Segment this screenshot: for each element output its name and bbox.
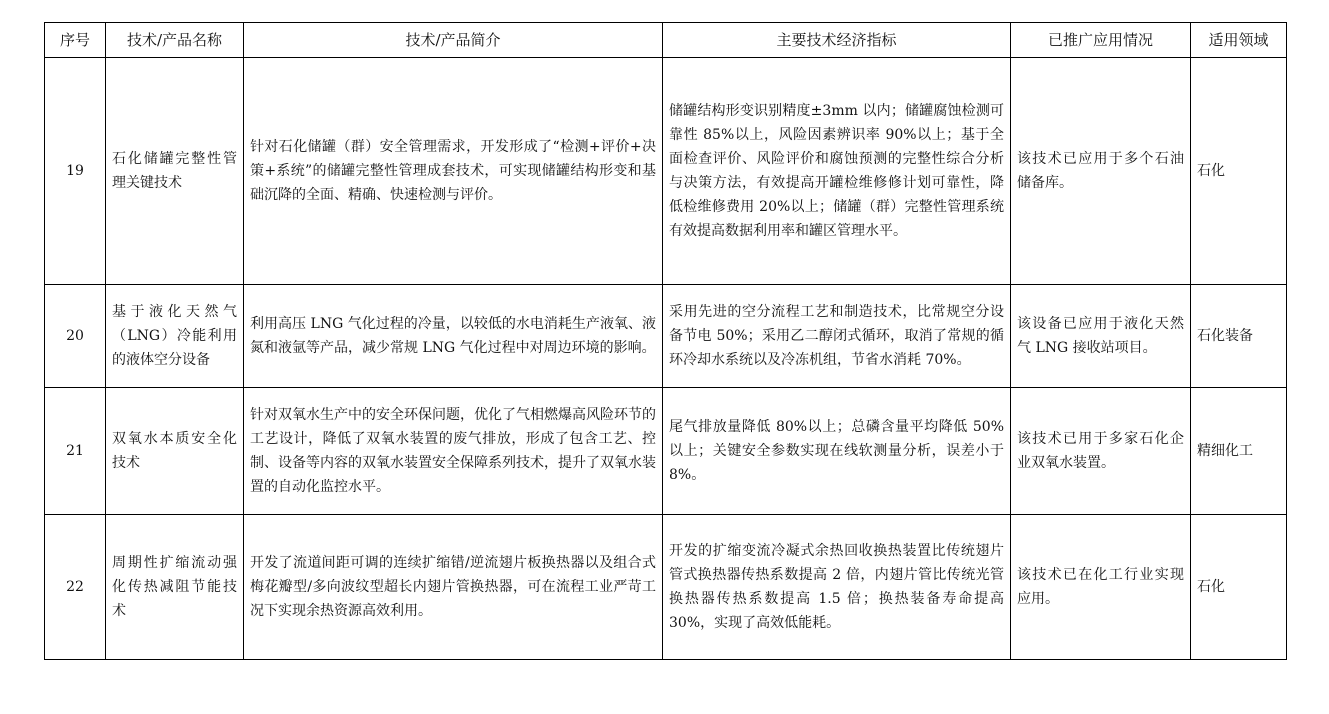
cell-intro: 利用高压 LNG 气化过程的冷量，以较低的水电消耗生产液氧、液氮和液氩等产品，减少常规 LNG 气化过程中对周边环境的影响。 bbox=[244, 285, 663, 388]
table-row bbox=[45, 285, 1287, 388]
header-indicators: 主要技术经济指标 bbox=[663, 23, 1011, 58]
cell-field: 石化装备 bbox=[1191, 285, 1287, 388]
cell-application: 该技术已用于多家石化企业双氧水装置。 bbox=[1011, 388, 1191, 515]
table-row bbox=[45, 515, 1287, 660]
header-name: 技术/产品名称 bbox=[106, 23, 244, 58]
cell-indicators: 尾气排放量降低 80%以上；总磷含量平均降低 50%以上；关键安全参数实现在线软测量分析，误差小于 8%。 bbox=[663, 388, 1011, 515]
cell-name: 基于液化天然气（LNG）冷能利用的液体空分设备 bbox=[106, 285, 244, 388]
cell-application: 该技术已应用于多个石油储备库。 bbox=[1011, 58, 1191, 285]
cell-name: 双氧水本质安全化技术 bbox=[106, 388, 244, 515]
table-body bbox=[45, 58, 1287, 660]
cell-field: 精细化工 bbox=[1191, 388, 1287, 515]
cell-application: 该设备已应用于液化天然气 LNG 接收站项目。 bbox=[1011, 285, 1191, 388]
technology-table bbox=[44, 22, 1287, 660]
header-intro: 技术/产品简介 bbox=[244, 23, 663, 58]
cell-field: 石化 bbox=[1191, 58, 1287, 285]
cell-indicators: 储罐结构形变识别精度±3mm 以内；储罐腐蚀检测可靠性 85%以上，风险因素辨识率 90%以上；基于全面检查评价、风险评价和腐蚀预测的完整性综合分析与决策方法，有效提高开罐检维修修计划可靠性，降低检维修费用 20%以上；储罐（群）完整性管理系统有效提高数据利用率和罐区管理水平。 bbox=[663, 58, 1011, 285]
cell-name: 石化储罐完整性管理关键技术 bbox=[106, 58, 244, 285]
cell-intro: 针对双氧水生产中的安全环保问题，优化了气相燃爆高风险环节的工艺设计，降低了双氧水装置的废气排放，形成了包含工艺、控制、设备等内容的双氧水装置安全保障系列技术，提升了双氧水装置的自动化监控水平。 bbox=[244, 388, 663, 515]
cell-indicators: 开发的扩缩变流冷凝式余热回收换热装置比传统翅片管式换热器传热系数提高 2 倍，内翅片管比传统光管换热器传热系数提高 1.5 倍；换热装备寿命提高 30%，实现了高效低能耗。 bbox=[663, 515, 1011, 660]
cell-intro: 开发了流道间距可调的连续扩缩错/逆流翅片板换热器以及组合式梅花瓣型/多向波纹型超长内翅片管换热器，可在流程工业严苛工况下实现余热资源高效利用。 bbox=[244, 515, 663, 660]
header-no: 序号 bbox=[45, 23, 106, 58]
cell-no: 20 bbox=[45, 285, 106, 388]
cell-no: 22 bbox=[45, 515, 106, 660]
table-header bbox=[45, 23, 1287, 58]
cell-no: 19 bbox=[45, 58, 106, 285]
cell-field: 石化 bbox=[1191, 515, 1287, 660]
header-field: 适用领域 bbox=[1191, 23, 1287, 58]
cell-intro: 针对石化储罐（群）安全管理需求，开发形成了“检测+评价+决策+系统”的储罐完整性管理成套技术，可实现储罐结构形变和基础沉降的全面、精确、快速检测与评价。 bbox=[244, 58, 663, 285]
header-row bbox=[45, 23, 1287, 58]
header-application: 已推广应用情况 bbox=[1011, 23, 1191, 58]
cell-no: 21 bbox=[45, 388, 106, 515]
cell-name: 周期性扩缩流动强化传热减阻节能技术 bbox=[106, 515, 244, 660]
table-row bbox=[45, 388, 1287, 515]
table-row bbox=[45, 58, 1287, 285]
cell-application: 该技术已在化工行业实现应用。 bbox=[1011, 515, 1191, 660]
cell-indicators: 采用先进的空分流程工艺和制造技术，比常规空分设备节电 50%；采用乙二醇闭式循环，取消了常规的循环冷却水系统以及冷冻机组，节省水消耗 70%。 bbox=[663, 285, 1011, 388]
